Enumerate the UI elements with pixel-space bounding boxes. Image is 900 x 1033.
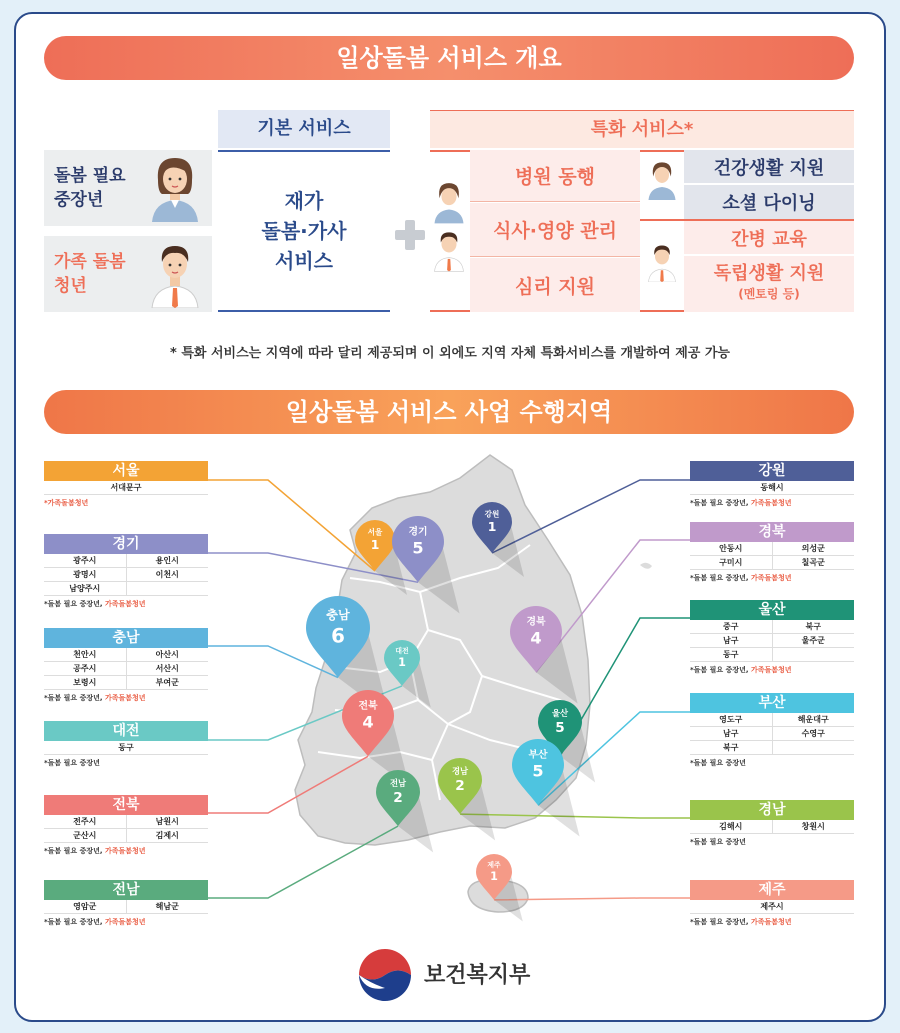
special-hospital: 병원 동행 [470, 150, 640, 202]
city-name: 안동시 [719, 544, 743, 553]
note-middle-aged: *돌봄 필요 중장년 [44, 759, 100, 767]
ministry-name: 보건복지부 [424, 963, 531, 988]
note-youth: 가족돌봄청년 [104, 694, 146, 702]
note-middle-aged: *돌봄 필요 중장년, [690, 574, 751, 582]
ministry-emblem-icon [358, 948, 412, 1002]
basic-service-line: 돌봄·가사 [261, 219, 347, 243]
city-name: 동구 [118, 743, 134, 752]
region-box-gyeongnam [690, 800, 854, 847]
city-name: 중구 [723, 622, 739, 631]
region-target-note [690, 917, 854, 927]
city-row [690, 713, 854, 727]
city-name: 공주시 [73, 664, 97, 673]
city-name: 전주시 [73, 817, 97, 826]
city-name: 북구 [772, 620, 855, 633]
note-youth: 가족돌봄청년 [750, 574, 792, 582]
city-row [690, 542, 854, 556]
city-name: 해남군 [126, 900, 209, 913]
city-name: 울주군 [772, 634, 855, 647]
note-middle-aged: *돌봄 필요 중장년 [690, 759, 746, 767]
city-row [690, 741, 854, 755]
city-row [44, 676, 208, 690]
city-name: 서산시 [126, 662, 209, 675]
note-youth: 가족돌봄청년 [750, 918, 792, 926]
note-middle-aged: *돌봄 필요 중장년 [690, 838, 746, 846]
region-target-note [44, 846, 208, 856]
city-row [44, 554, 208, 568]
city-row [44, 582, 208, 596]
note-middle-aged: *돌봄 필요 중장년, [44, 918, 105, 926]
city-name: 김해시 [719, 822, 743, 831]
special-nutrition: 식사·영양 관리 [470, 203, 640, 257]
pin-count: 1 [398, 656, 406, 670]
note-youth: 가족돌봄청년 [750, 666, 792, 674]
region-box-daejeon [44, 721, 208, 768]
city-row [44, 741, 208, 755]
basic-service-tab: 기본 서비스 [218, 110, 390, 148]
city-row [690, 648, 854, 662]
man-avatar-icon [432, 228, 466, 272]
special-independent-sub: (멘토링 등) [738, 287, 800, 301]
city-name: 천안시 [73, 650, 97, 659]
city-name: 수영구 [772, 727, 855, 740]
overview-banner: 일상돌봄 서비스 개요 [44, 36, 854, 80]
region-box-gyeonggi [44, 534, 208, 609]
city-row [44, 481, 208, 495]
region-target-note [690, 573, 854, 583]
city-row [44, 648, 208, 662]
city-name: 광명시 [73, 570, 97, 579]
city-row [44, 568, 208, 582]
city-row [44, 662, 208, 676]
city-name [126, 582, 209, 595]
region-name: 부산 [690, 693, 854, 713]
man-avatar-icon [148, 240, 202, 308]
regions-banner: 일상돌봄 서비스 사업 수행지역 [44, 390, 854, 434]
city-row [690, 620, 854, 634]
special-care-edu: 간병 교육 [684, 221, 854, 255]
note-youth: *가족돌봄청년 [44, 499, 89, 507]
pin-count: 1 [487, 519, 497, 534]
region-name: 경북 [690, 522, 854, 542]
city-row [44, 900, 208, 914]
pin-count: 4 [530, 628, 542, 648]
city-name: 남원시 [126, 815, 209, 828]
special-psych: 심리 지원 [470, 258, 640, 312]
pin-count: 5 [412, 538, 424, 558]
city-name: 남구 [723, 636, 739, 645]
pin-label: 강원 [484, 509, 500, 519]
pin-label: 충남 [326, 608, 350, 623]
city-name: 영암군 [73, 902, 97, 911]
region-box-gyeongbuk [690, 522, 854, 583]
pin-label: 울산 [551, 707, 569, 718]
city-row [690, 727, 854, 741]
region-target-note [44, 693, 208, 703]
region-target-note [44, 917, 208, 927]
special-social-dining: 소셜 다이닝 [684, 185, 854, 219]
target-youth-label: 가족 돌봄 청년 [54, 252, 126, 296]
pin-label: 경북 [526, 616, 546, 628]
note-youth: 가족돌봄청년 [104, 847, 146, 855]
pin-label: 제주 [487, 860, 501, 869]
city-name: 구미시 [719, 558, 743, 567]
special-health-life: 건강생활 지원 [684, 150, 854, 184]
city-name: 광주시 [73, 556, 97, 565]
region-box-busan [690, 693, 854, 768]
pin-count: 6 [331, 624, 345, 648]
basic-service-box [218, 150, 390, 312]
city-name: 동해시 [760, 483, 784, 492]
note-youth: 가족돌봄청년 [104, 918, 146, 926]
basic-service-line: 서비스 [275, 249, 333, 273]
city-row [690, 634, 854, 648]
city-name: 아산시 [126, 648, 209, 661]
plus-icon [393, 218, 427, 252]
region-name: 충남 [44, 628, 208, 648]
region-target-note [44, 599, 208, 609]
city-name: 군산시 [73, 831, 97, 840]
region-name: 울산 [690, 600, 854, 620]
pin-label: 경기 [408, 526, 428, 538]
target-middle-aged [44, 150, 212, 226]
city-row [44, 815, 208, 829]
city-name: 칠곡군 [772, 556, 855, 569]
target-middle-label: 돌봄 필요 중장년 [54, 166, 126, 210]
note-youth: 가족돌봄청년 [750, 499, 792, 507]
city-name: 김제시 [126, 829, 209, 842]
basic-service-line: 재가 [284, 189, 324, 213]
pin-count: 1 [490, 870, 498, 884]
region-name: 경기 [44, 534, 208, 554]
region-target-note [690, 758, 854, 768]
pin-count: 2 [455, 777, 465, 794]
region-name: 대전 [44, 721, 208, 741]
pin-count: 5 [532, 761, 544, 781]
ulleung-island [640, 563, 652, 569]
region-name: 서울 [44, 461, 208, 481]
city-name: 북구 [723, 743, 739, 752]
city-row [690, 820, 854, 834]
city-name: 창원시 [772, 820, 855, 833]
region-name: 제주 [690, 880, 854, 900]
pin-label: 전남 [389, 777, 407, 788]
region-name: 경남 [690, 800, 854, 820]
city-row [690, 481, 854, 495]
note-middle-aged: *돌봄 필요 중장년, [690, 666, 751, 674]
city-row [44, 829, 208, 843]
pin-label: 서울 [367, 527, 383, 537]
note-middle-aged: *돌봄 필요 중장년, [690, 918, 751, 926]
pin-label: 부산 [528, 749, 548, 761]
pin-count: 2 [393, 789, 403, 806]
region-target-note [690, 837, 854, 847]
region-box-ulsan [690, 600, 854, 675]
city-name [772, 648, 855, 661]
region-name: 전북 [44, 795, 208, 815]
city-row [690, 556, 854, 570]
region-box-jeju [690, 880, 854, 927]
woman-avatar-icon [148, 154, 202, 222]
city-name: 용인시 [126, 554, 209, 567]
region-target-note [690, 665, 854, 675]
region-box-jeonnam [44, 880, 208, 927]
city-name: 남양주시 [69, 584, 101, 593]
note-middle-aged: *돌봄 필요 중장년, [44, 600, 105, 608]
city-name: 영도구 [719, 715, 743, 724]
city-name: 제주시 [760, 902, 784, 911]
region-box-gangwon [690, 461, 854, 508]
city-name: 의성군 [772, 542, 855, 555]
pin-count: 1 [370, 537, 380, 552]
city-row [690, 900, 854, 914]
woman-avatar-icon [646, 160, 678, 200]
note-middle-aged: *돌봄 필요 중장년, [44, 694, 105, 702]
note-middle-aged: *돌봄 필요 중장년, [690, 499, 751, 507]
city-name [772, 741, 855, 754]
man-avatar-icon [646, 242, 678, 282]
city-name: 서대문구 [110, 483, 142, 492]
pin-count: 5 [555, 719, 565, 736]
pin-label: 경남 [451, 765, 469, 776]
special-service-tab: 특화 서비스* [430, 110, 854, 148]
special-independent-label: 독립생활 지원 [713, 263, 825, 284]
region-box-jeonbuk [44, 795, 208, 856]
region-target-note [44, 498, 208, 508]
region-name: 강원 [690, 461, 854, 481]
city-name: 남구 [723, 729, 739, 738]
pin-label: 대전 [395, 646, 409, 655]
pin-count: 4 [362, 712, 374, 732]
city-name: 이천시 [126, 568, 209, 581]
city-name: 부여군 [126, 676, 209, 689]
region-name: 전남 [44, 880, 208, 900]
region-box-seoul [44, 461, 208, 508]
woman-avatar-icon [432, 180, 466, 224]
region-box-chungnam [44, 628, 208, 703]
note-middle-aged: *돌봄 필요 중장년, [44, 847, 105, 855]
note-youth: 가족돌봄청년 [104, 600, 146, 608]
special-independent-life [684, 256, 854, 312]
city-name: 해운대구 [772, 713, 855, 726]
region-target-note [44, 758, 208, 768]
city-name: 동구 [723, 650, 739, 659]
footnote: * 특화 서비스는 지역에 따라 달리 제공되며 이 외에도 지역 자체 특화서비스를 개발하여 제공 가능 [170, 346, 730, 361]
pin-label: 전북 [358, 700, 378, 712]
city-name: 보령시 [73, 678, 97, 687]
region-target-note [690, 498, 854, 508]
target-youth [44, 236, 212, 312]
